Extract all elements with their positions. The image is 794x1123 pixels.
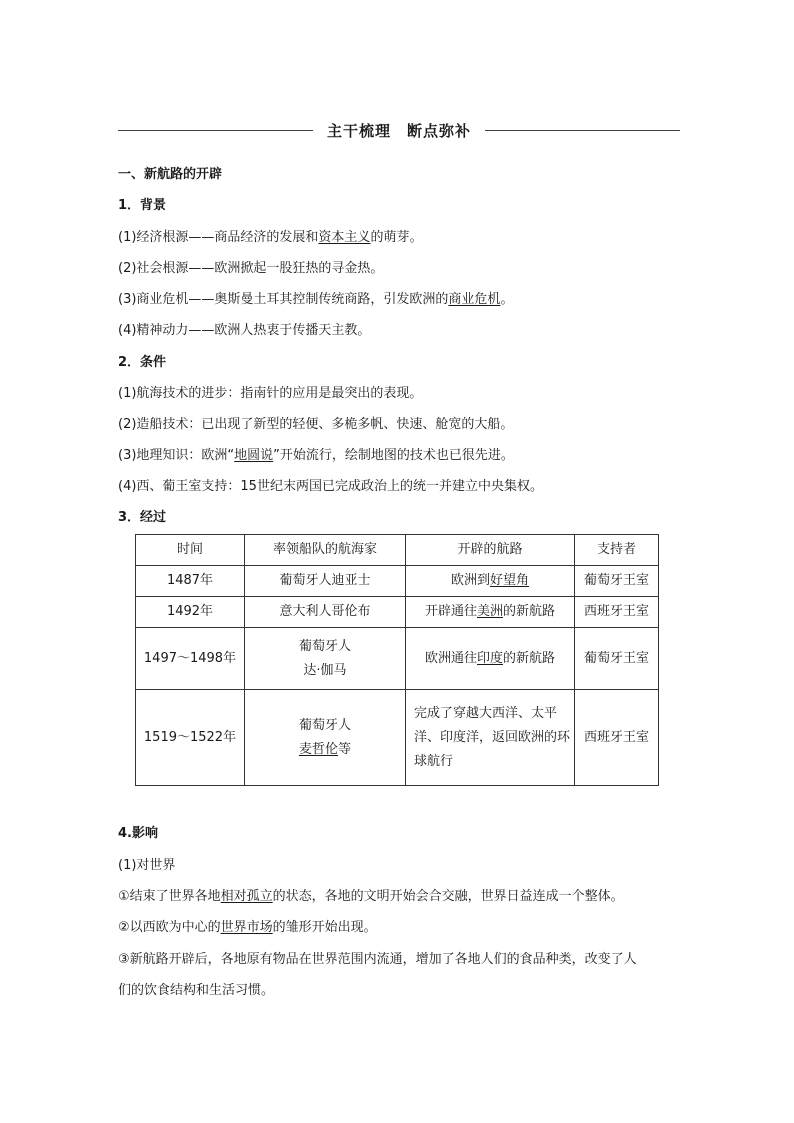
impact-item-2 [118, 919, 377, 937]
text-segment: (4)西、葡王室支持：15世纪末两国已完成政治上的统一并建立中央集权。 [118, 479, 543, 494]
text-segment: ”开始流行，绘制地图的技术也已很先进。 [273, 448, 514, 463]
table-row [136, 597, 659, 628]
text-segment: 欧洲通往 [424, 650, 477, 666]
text-segment: 葡萄牙人 [298, 638, 351, 654]
route-cell: 完成了穿越大西洋、太平洋、印度洋，返回欧洲的环球航行 [406, 690, 575, 786]
text-segment: (4)精神动力——欧洲人热衷于传播天主教。 [118, 323, 371, 338]
text-segment: 的雏形开始出现。 [272, 920, 377, 935]
underlined-term: 美洲 [476, 604, 503, 619]
supporter-cell: 葡萄牙王室 [575, 628, 659, 690]
text-segment: 葡萄牙人 [298, 717, 351, 733]
conditions-heading: 2．条件 [118, 355, 167, 370]
supporter-cell: 葡萄牙王室 [575, 566, 659, 597]
text-segment: (3)地理知识：欧洲“ [118, 448, 235, 463]
impact-item-3-line1: ③新航路开辟后，各地原有物品在世界范围内流通，增加了各地人们的食品种类，改变了人 [118, 952, 637, 967]
text-segment: 达·伽马 [303, 662, 347, 678]
conditions-item-4 [118, 478, 543, 496]
voyages-table [135, 534, 659, 786]
text-segment: 。 [500, 292, 514, 307]
text-segment: ②以西欧为中心的 [118, 920, 221, 935]
section-title-row [118, 118, 680, 142]
route-cell [406, 566, 575, 597]
background-item-2 [118, 260, 383, 278]
underlined-term: 资本主义 [318, 230, 371, 245]
navigator-cell [245, 628, 406, 690]
table-header-cell: 支持者 [575, 535, 659, 566]
background-item-4 [118, 322, 370, 340]
text-segment: (1)航海技术的进步：指南针的应用是最突出的表现。 [118, 386, 423, 401]
route-cell [406, 597, 575, 628]
navigator-cell [245, 690, 406, 786]
text-segment: 的萌芽。 [370, 230, 423, 245]
table-header-cell: 率领船队的航海家 [245, 535, 406, 566]
impact-item-3-line2: 们的饮食结构和生活习惯。 [118, 983, 275, 998]
table-header-cell: 时间 [136, 535, 245, 566]
impact-heading: 4.影响 [118, 826, 158, 841]
process-heading: 3．经过 [118, 510, 167, 525]
table-header-row [136, 535, 659, 566]
navigator-cell: 葡萄牙人迪亚士 [245, 566, 406, 597]
underlined-term: 地圆说 [234, 448, 274, 463]
text-segment: 欧洲到 [450, 573, 490, 588]
impact-subheading: (1)对世界 [118, 858, 176, 873]
table-row [136, 690, 659, 786]
route-cell [406, 628, 575, 690]
underlined-term: 商业危机 [448, 292, 501, 307]
underlined-term: 印度 [476, 650, 503, 666]
background-heading: 1．背景 [118, 198, 167, 213]
text-segment: 开辟通往 [424, 604, 477, 619]
navigator-cell: 意大利人哥伦布 [245, 597, 406, 628]
text-segment: 等 [338, 741, 352, 757]
table-row [136, 628, 659, 690]
text-segment: 的新航路 [503, 650, 556, 666]
text-segment: (2)社会根源——欧洲掀起一股狂热的寻金热。 [118, 261, 384, 276]
title-rule-right [485, 130, 680, 131]
table-row [136, 566, 659, 597]
text-segment: (2)造船技术：已出现了新型的轻便、多桅多帆、快速、舱宽的大船。 [118, 417, 514, 432]
underlined-term: 世界市场 [220, 920, 273, 935]
time-cell: 1492年 [136, 597, 245, 628]
underlined-term: 相对孤立 [220, 889, 273, 904]
underlined-term: 麦哲伦 [298, 741, 338, 757]
conditions-item-1 [118, 385, 422, 403]
time-cell: 1487年 [136, 566, 245, 597]
page-title: 主干梳理 断点弥补 [327, 121, 472, 140]
table-header-cell: 开辟的航路 [406, 535, 575, 566]
title-rule-left [118, 130, 313, 131]
section-heading: 一、新航路的开辟 [118, 167, 223, 182]
text-segment: 的新航路 [503, 604, 556, 619]
conditions-item-3 [118, 447, 514, 465]
underlined-term: 好望角 [490, 573, 530, 588]
supporter-cell: 西班牙王室 [575, 690, 659, 786]
text-segment: ①结束了世界各地 [118, 889, 221, 904]
time-cell: 1497～1498年 [136, 628, 245, 690]
background-item-3 [118, 291, 513, 309]
text-segment: 的状态，各地的文明开始会合交融，世界日益连成一个整体。 [272, 889, 624, 904]
impact-item-1 [118, 888, 624, 906]
text-segment: (1)经济根源——商品经济的发展和 [118, 230, 319, 245]
text-segment: (3)商业危机——奥斯曼土耳其控制传统商路，引发欧洲的 [118, 292, 449, 307]
conditions-item-2 [118, 416, 513, 434]
supporter-cell: 西班牙王室 [575, 597, 659, 628]
background-item-1 [118, 229, 422, 247]
time-cell: 1519～1522年 [136, 690, 245, 786]
